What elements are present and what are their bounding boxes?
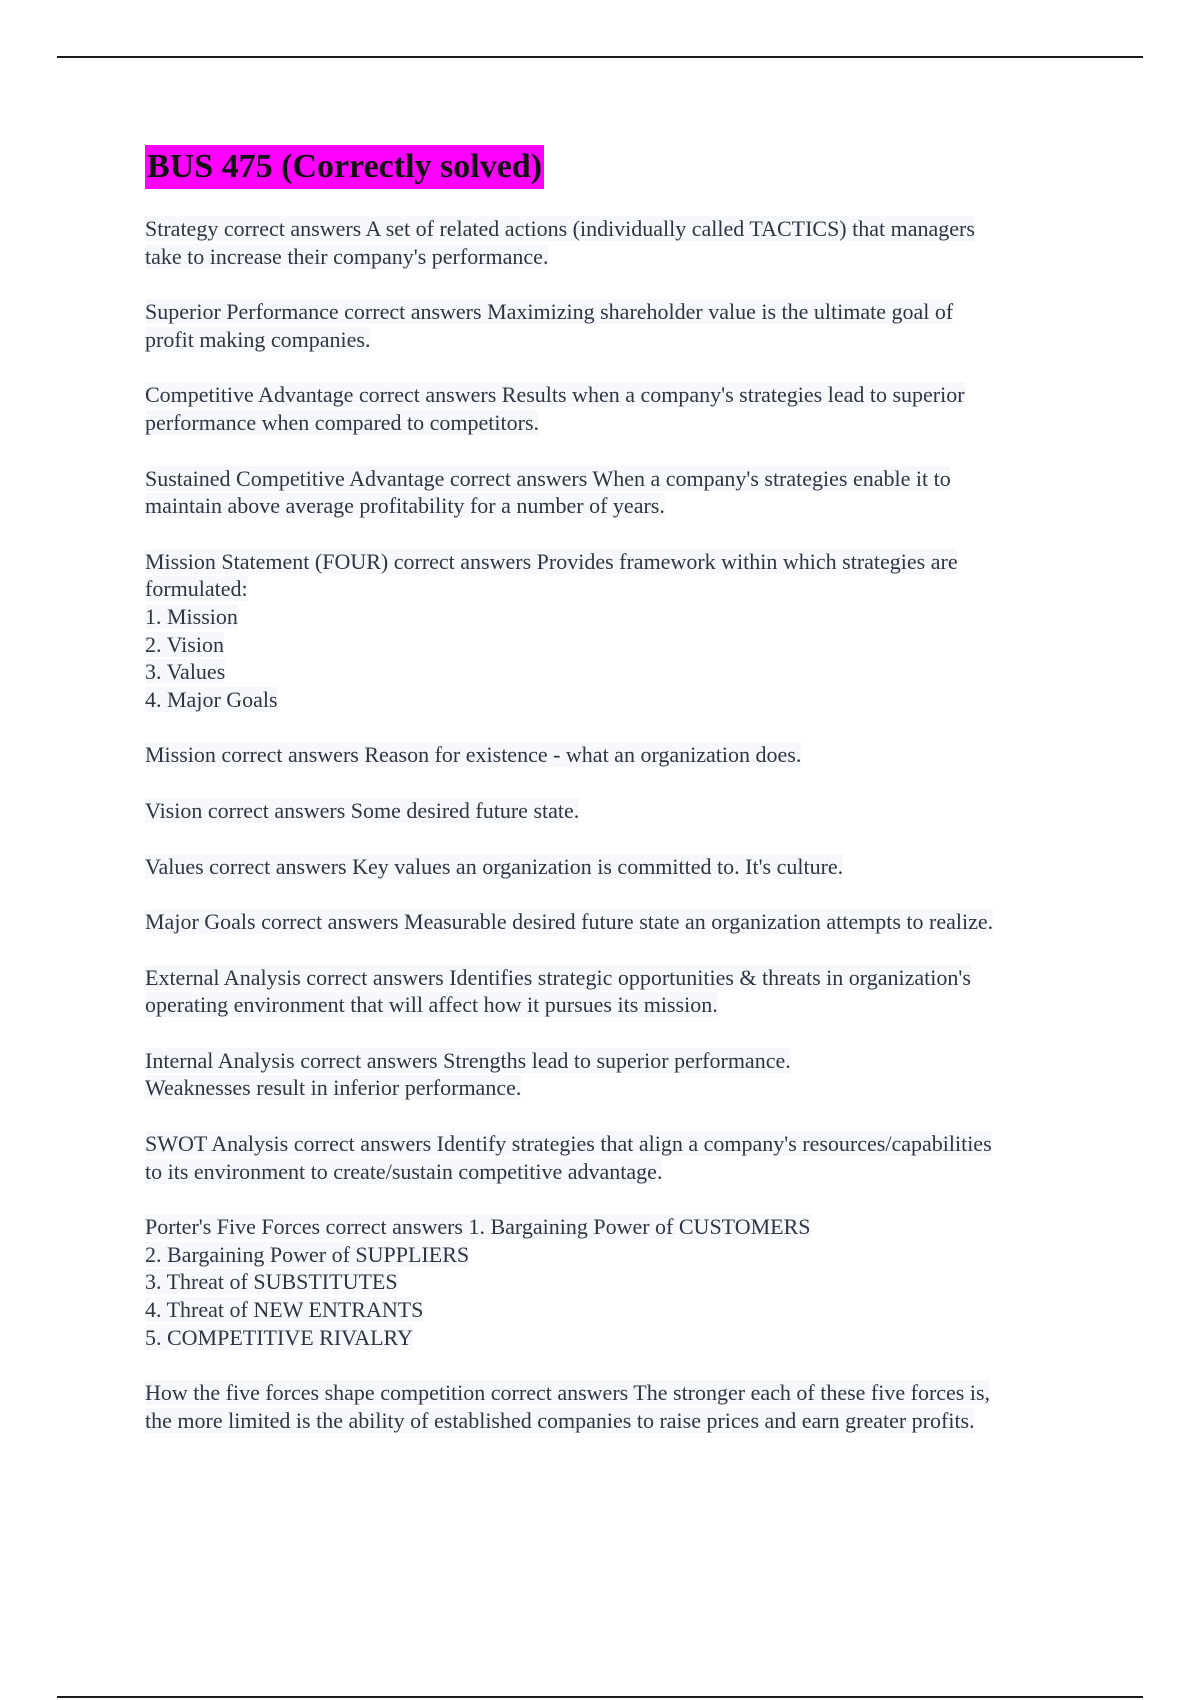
qa-entry xyxy=(145,1130,1085,1185)
entry-line xyxy=(145,1379,1085,1407)
entry-line-text: operating environment that will affect how it pursues its mission. xyxy=(145,992,718,1018)
entry-line xyxy=(145,1158,1085,1186)
entry-line-text: Major Goals correct answers Measurable desired future state an organization attempts to realize. xyxy=(145,909,994,935)
entry-line xyxy=(145,1296,1085,1324)
entry-line-text: How the five forces shape competition correct answers The stronger each of these five forces is, xyxy=(145,1380,991,1406)
entry-line-text: to its environment to create/sustain competitive advantage. xyxy=(145,1158,663,1184)
qa-entry xyxy=(145,741,1085,769)
entry-line xyxy=(145,1268,1085,1296)
entry-line xyxy=(145,326,1085,354)
entry-line xyxy=(145,1213,1085,1241)
entry-line xyxy=(145,492,1085,520)
entry-line xyxy=(145,409,1085,437)
entry-line-text: 4. Major Goals xyxy=(145,686,278,712)
qa-entry xyxy=(145,1213,1085,1351)
entry-line-text: take to increase their company's performance. xyxy=(145,243,549,269)
entry-line-text: Weaknesses result in inferior performance. xyxy=(145,1075,522,1101)
bottom-rule xyxy=(57,1696,1143,1698)
qa-entry xyxy=(145,215,1085,270)
entry-line-text: formulated: xyxy=(145,576,248,602)
entry-line xyxy=(145,964,1085,992)
entry-line xyxy=(145,1074,1085,1102)
entry-line xyxy=(145,797,1085,825)
entry-line xyxy=(145,1324,1085,1352)
qa-entry xyxy=(145,1379,1085,1434)
entry-line xyxy=(145,381,1085,409)
entry-line-text: 2. Vision xyxy=(145,631,224,657)
entry-line-text: the more limited is the ability of established companies to raise prices and earn greater profits. xyxy=(145,1407,975,1433)
entry-line xyxy=(145,991,1085,1019)
qa-entry xyxy=(145,964,1085,1019)
entry-line-text: Competitive Advantage correct answers Results when a company's strategies lead to superior xyxy=(145,382,965,408)
entry-line-text: 2. Bargaining Power of SUPPLIERS xyxy=(145,1241,470,1267)
entry-line-text: Strategy correct answers A set of related actions (individually called TACTICS) that managers xyxy=(145,216,975,241)
qa-entry xyxy=(145,908,1085,936)
document-body xyxy=(145,145,1085,1462)
entry-line-text: Vision correct answers Some desired future state. xyxy=(145,797,580,823)
entry-line xyxy=(145,1241,1085,1269)
entry-line xyxy=(145,603,1085,631)
entry-line xyxy=(145,1047,1085,1075)
top-rule xyxy=(57,56,1143,58)
entry-line xyxy=(145,575,1085,603)
document-title: BUS 475 (Correctly solved) xyxy=(145,145,544,189)
entry-line xyxy=(145,741,1085,769)
qa-entry xyxy=(145,797,1085,825)
entry-list xyxy=(145,215,1085,1434)
entry-line xyxy=(145,548,1085,576)
entry-line-text: 1. Mission xyxy=(145,603,238,629)
entry-line xyxy=(145,215,1085,243)
entry-line xyxy=(145,908,1085,936)
entry-line xyxy=(145,298,1085,326)
entry-line-text: profit making companies. xyxy=(145,326,371,352)
qa-entry xyxy=(145,381,1085,436)
entry-line xyxy=(145,853,1085,881)
entry-line-text: Porter's Five Forces correct answers 1. Bargaining Power of CUSTOMERS xyxy=(145,1214,811,1240)
entry-line-text: 3. Values xyxy=(145,659,226,685)
entry-line-text: performance when compared to competitors. xyxy=(145,409,540,435)
entry-line-text: 4. Threat of NEW ENTRANTS xyxy=(145,1297,424,1323)
qa-entry xyxy=(145,548,1085,714)
entry-line xyxy=(145,243,1085,271)
entry-line xyxy=(145,631,1085,659)
entry-line xyxy=(145,1407,1085,1435)
entry-line-text: Values correct answers Key values an organization is committed to. It's culture. xyxy=(145,853,844,879)
entry-line-text: External Analysis correct answers Identifies strategic opportunities & threats in organization's xyxy=(145,964,971,990)
qa-entry xyxy=(145,853,1085,881)
entry-line-text: Mission correct answers Reason for existence - what an organization does. xyxy=(145,742,802,768)
entry-line-text: 5. COMPETITIVE RIVALRY xyxy=(145,1324,413,1350)
entry-line-text: 3. Threat of SUBSTITUTES xyxy=(145,1269,398,1295)
entry-line-text: Mission Statement (FOUR) correct answers Provides framework within which strategies are xyxy=(145,548,958,574)
entry-line-text: Sustained Competitive Advantage correct answers When a company's strategies enable it to xyxy=(145,465,951,491)
qa-entry xyxy=(145,298,1085,353)
entry-line xyxy=(145,658,1085,686)
entry-line-text: Internal Analysis correct answers Strengths lead to superior performance. xyxy=(145,1047,791,1073)
entry-line-text: SWOT Analysis correct answers Identify strategies that align a company's resources/capabilities xyxy=(145,1131,992,1157)
qa-entry xyxy=(145,465,1085,520)
entry-line-text: Superior Performance correct answers Maximizing shareholder value is the ultimate goal of xyxy=(145,299,954,325)
entry-line xyxy=(145,1130,1085,1158)
qa-entry xyxy=(145,1047,1085,1102)
entry-line xyxy=(145,465,1085,493)
entry-line xyxy=(145,686,1085,714)
entry-line-text: maintain above average profitability for a number of years. xyxy=(145,493,665,519)
